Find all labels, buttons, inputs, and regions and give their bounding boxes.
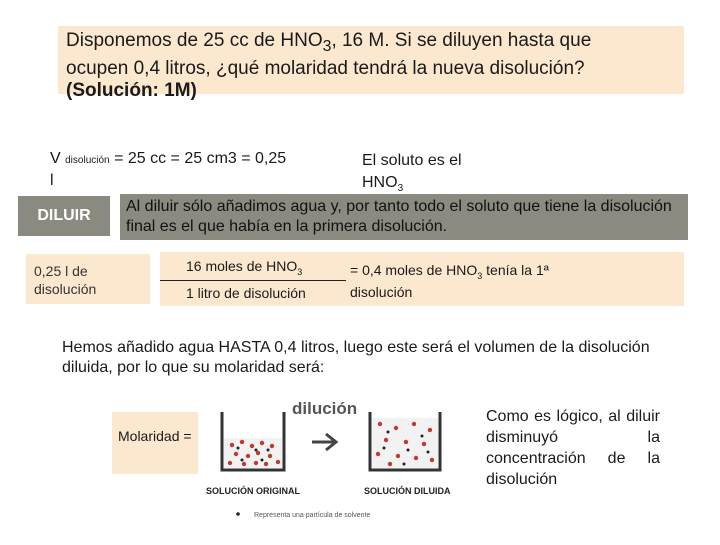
label-diluted: SOLUCIÓN DILUIDA (364, 486, 451, 496)
molaridad-label: Molaridad = (112, 412, 198, 474)
volume-statement: V disolución = 25 cc = 25 cm3 = 0,25 (50, 150, 287, 167)
soluto-statement: El soluto es el $HNO_3$ (362, 152, 462, 195)
hemos-paragraph: Hemos añadido agua HASTA 0,4 litros, luego este será el volumen de la disolución diluida, por lo que su molaridad será: (62, 339, 650, 376)
beaker-diluted (370, 412, 440, 470)
particle-legend-icon (236, 512, 240, 516)
arrow-icon (312, 434, 336, 450)
problem-statement (58, 26, 684, 101)
conclusion-paragraph: Como es lógico, al diluir disminuyó la concentración de la disolución (486, 408, 660, 488)
volume-unit: l (50, 172, 54, 189)
problem-solution: (Solución: 1M) (66, 79, 197, 101)
fraction-numerator: 16 moles de $HNO_3$ (186, 258, 303, 277)
dilution-figure (200, 390, 456, 540)
problem-line-2: ocupen 0,4 litros, ¿qué molaridad tendrá la nueva disolución? (66, 57, 585, 79)
figure-caption: Representa una partícula de solvente (254, 512, 371, 519)
calc-left-term: 0,25 l de disolución (26, 254, 150, 304)
diluir-label: DILUIR (18, 196, 110, 236)
label-original: SOLUCIÓN ORIGINAL (206, 486, 300, 496)
figure-title: dilución (292, 399, 358, 418)
fraction-denominator: 1 litro de disolución (186, 285, 306, 301)
problem-line-1: Disponemos de 25 cc de $HNO_3$, 16 M. Si se diluyen hasta que (66, 30, 592, 55)
calc-result: = 0,4 moles de $HNO_3$ tenía la 1ª disolución (350, 262, 549, 300)
fraction-bar (160, 280, 346, 281)
dilution-illustration (200, 390, 456, 540)
beaker-original (222, 412, 284, 470)
diluir-explanation: Al diluir sólo añadimos agua y, por tanto todo el soluto que tiene la disolución final es el que había en la primera disolución. (120, 194, 688, 240)
